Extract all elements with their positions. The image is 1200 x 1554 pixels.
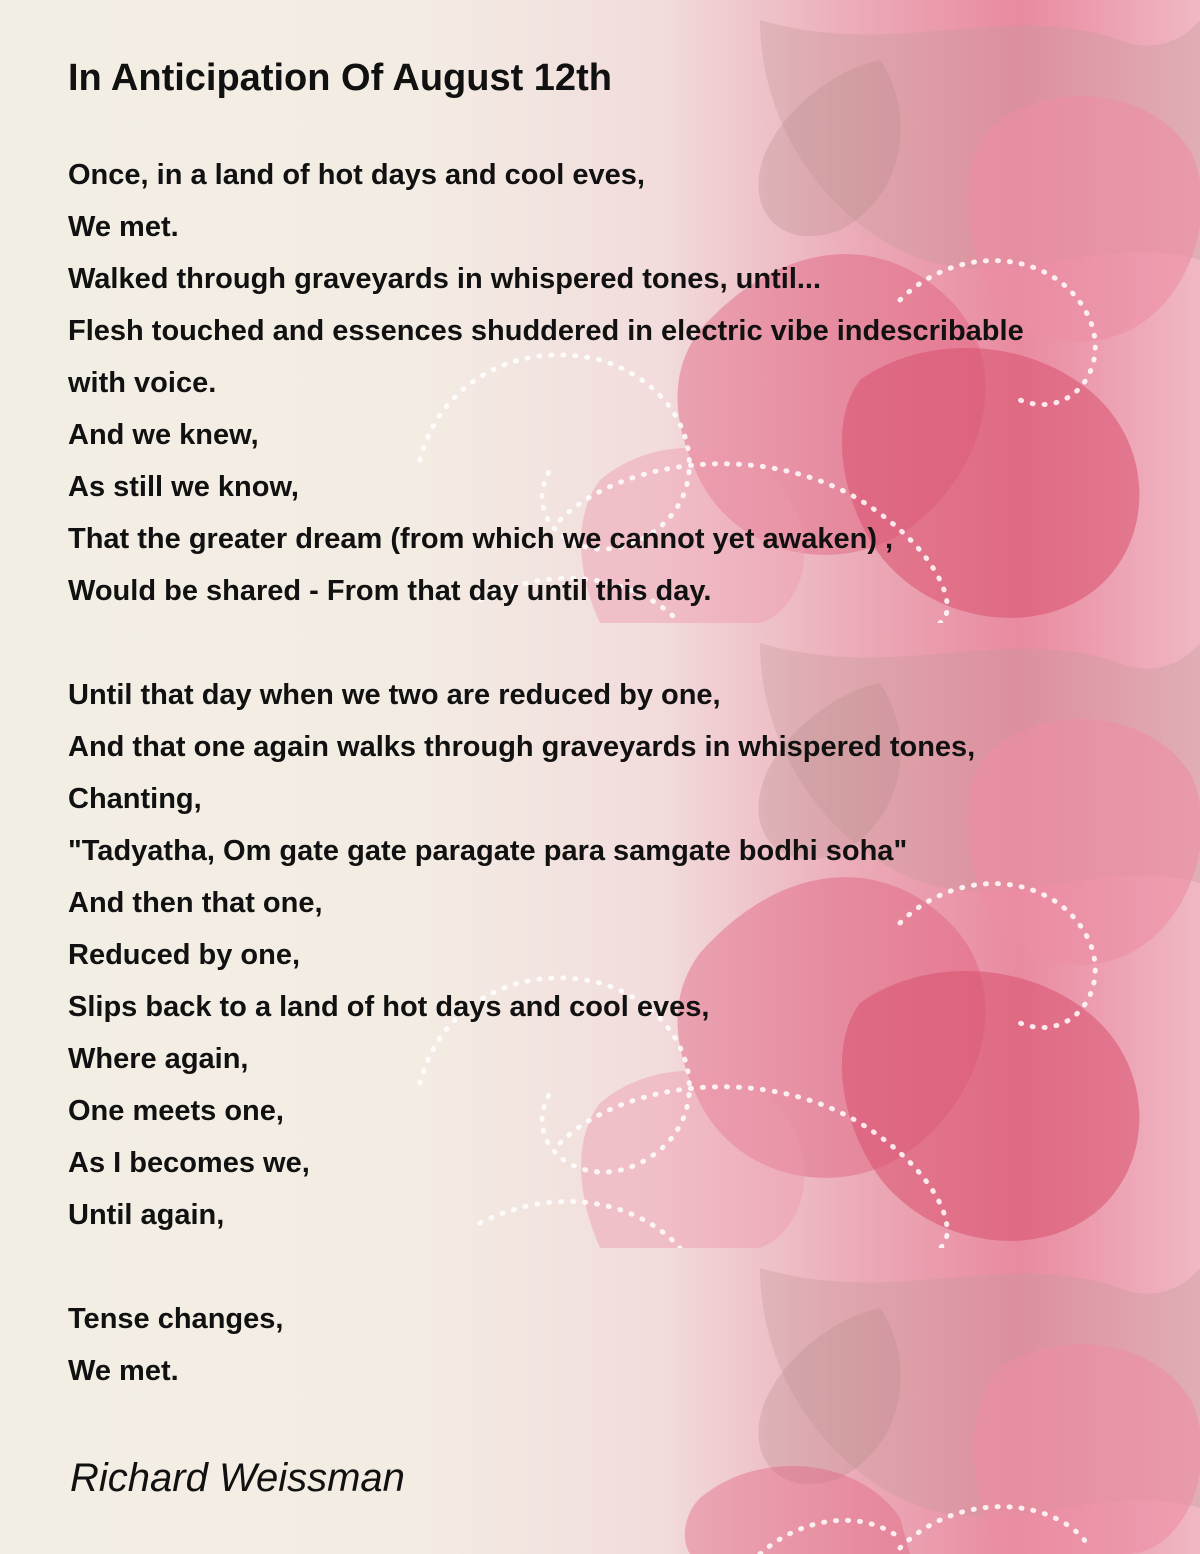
poem-line: Reduced by one, <box>68 939 301 971</box>
poem-line: We met. <box>68 211 179 243</box>
poem-title: In Anticipation Of August 12th <box>68 57 612 99</box>
poem-line: Slips back to a land of hot days and cool eves, <box>68 991 710 1023</box>
poem-line: As I becomes we, <box>68 1147 310 1179</box>
poem-line: And we knew, <box>68 419 259 451</box>
poem-line: "Tadyatha, Om gate gate paragate para samgate bodhi soha" <box>68 835 908 867</box>
poem-line: Tense changes, <box>68 1303 284 1335</box>
poem-line: And that one again walks through graveyards in whispered tones, <box>68 731 976 763</box>
poem-line: Would be shared - From that day until this day. <box>68 575 712 607</box>
poem-line: with voice. <box>68 367 217 399</box>
poem-line: That the greater dream (from which we cannot yet awaken) , <box>68 523 894 555</box>
poem-line: Chanting, <box>68 783 202 815</box>
poem-line: We met. <box>68 1355 179 1387</box>
poem-line: One meets one, <box>68 1095 284 1127</box>
poem-line: Flesh touched and essences shuddered in electric vibe indescribable <box>68 315 1024 347</box>
poem-line: Until again, <box>68 1199 225 1231</box>
poem-line: Walked through graveyards in whispered tones, until... <box>68 263 822 295</box>
poem-line: As still we know, <box>68 471 299 503</box>
poem-author: Richard Weissman <box>70 1456 405 1500</box>
poem-line: And then that one, <box>68 887 323 919</box>
poem-line: Where again, <box>68 1043 249 1075</box>
stanza-1 <box>68 149 1024 617</box>
stanza-2 <box>68 669 975 1241</box>
poem-line: Until that day when we two are reduced by one, <box>68 679 721 711</box>
poem-line: Once, in a land of hot days and cool eves, <box>68 159 645 191</box>
stanza-3 <box>68 1293 283 1397</box>
